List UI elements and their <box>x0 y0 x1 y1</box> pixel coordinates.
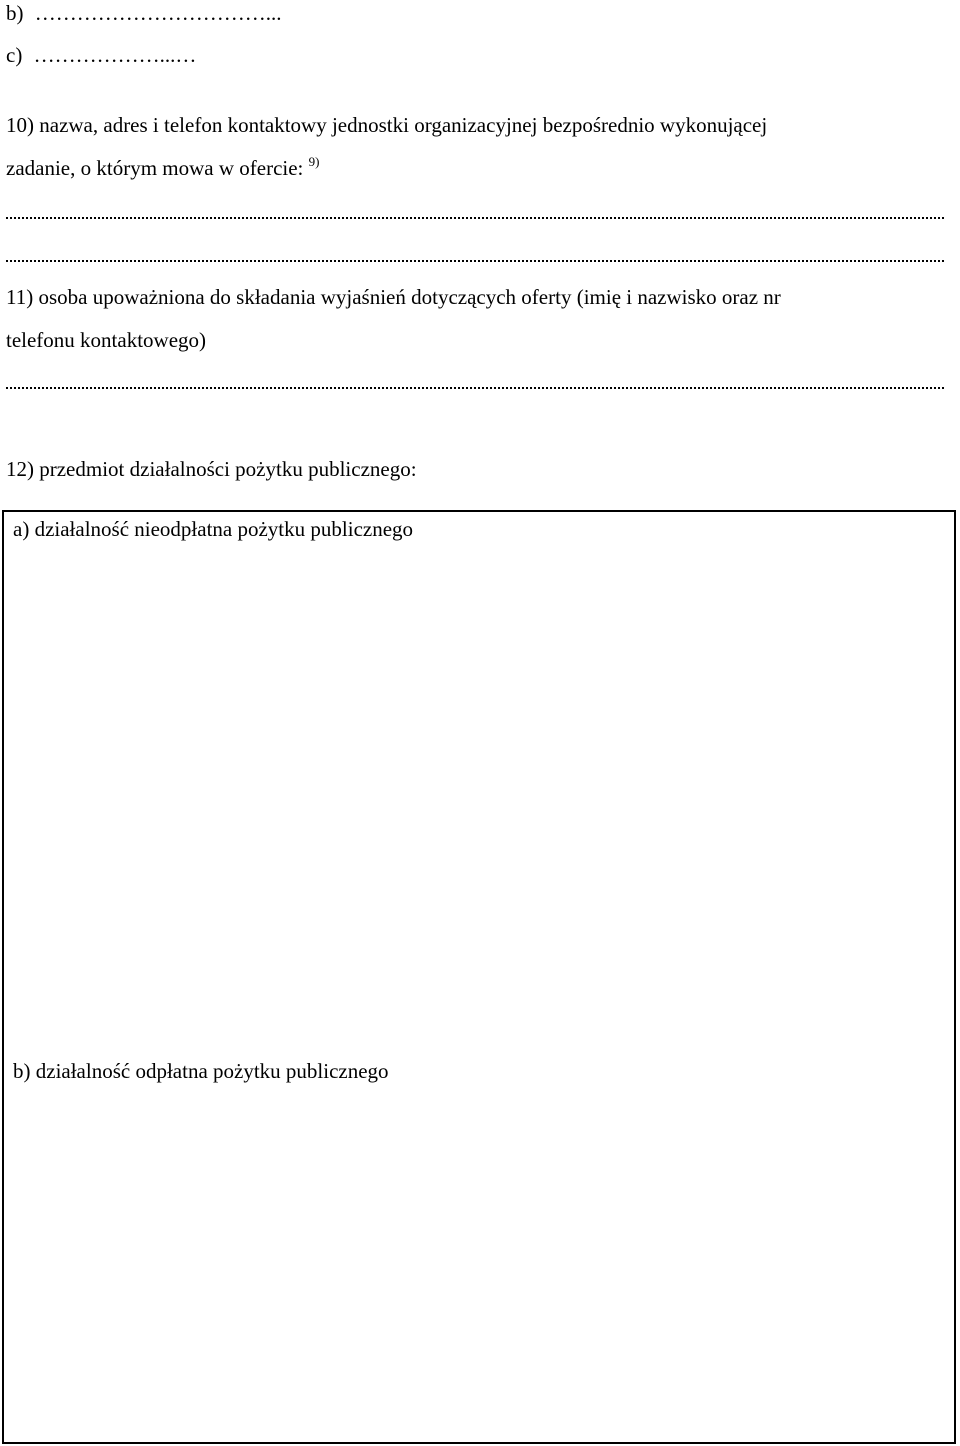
activity-description-box[interactable] <box>2 510 956 1444</box>
item-b-dots[interactable]: ……………………………... <box>34 1 282 25</box>
section10-line2-text: zadanie, o którym mowa w ofercie: <box>6 156 304 180</box>
part-b-label: b) działalność odpłatna pożytku publicznego <box>13 1059 389 1083</box>
item-b-label: b) <box>6 1 24 25</box>
item-c <box>6 42 196 68</box>
section11-fill-line[interactable] <box>6 381 944 389</box>
section11-line1: 11) osoba upoważniona do składania wyjaśnień dotyczących oferty (imię i nazwisko oraz nr <box>6 285 781 309</box>
section11-line2: telefonu kontaktowego) <box>6 328 207 352</box>
item-c-dots[interactable]: ………………...… <box>33 43 197 67</box>
section10-fill-line-2[interactable] <box>6 254 944 262</box>
footnote-marker: 9) <box>308 154 320 169</box>
section12-heading: 12) przedmiot działalności pożytku publicznego: <box>6 457 417 481</box>
section10-line1: 10) nazwa, adres i telefon kontaktowy jednostki organizacyjnej bezpośrednio wykonującej <box>6 113 768 137</box>
section10-fill-line-1[interactable] <box>6 211 944 219</box>
part-a-label: a) działalność nieodpłatna pożytku publicznego <box>13 517 414 541</box>
item-c-label: c) <box>6 43 23 67</box>
item-b <box>6 0 282 26</box>
section10-line2 <box>6 155 319 181</box>
